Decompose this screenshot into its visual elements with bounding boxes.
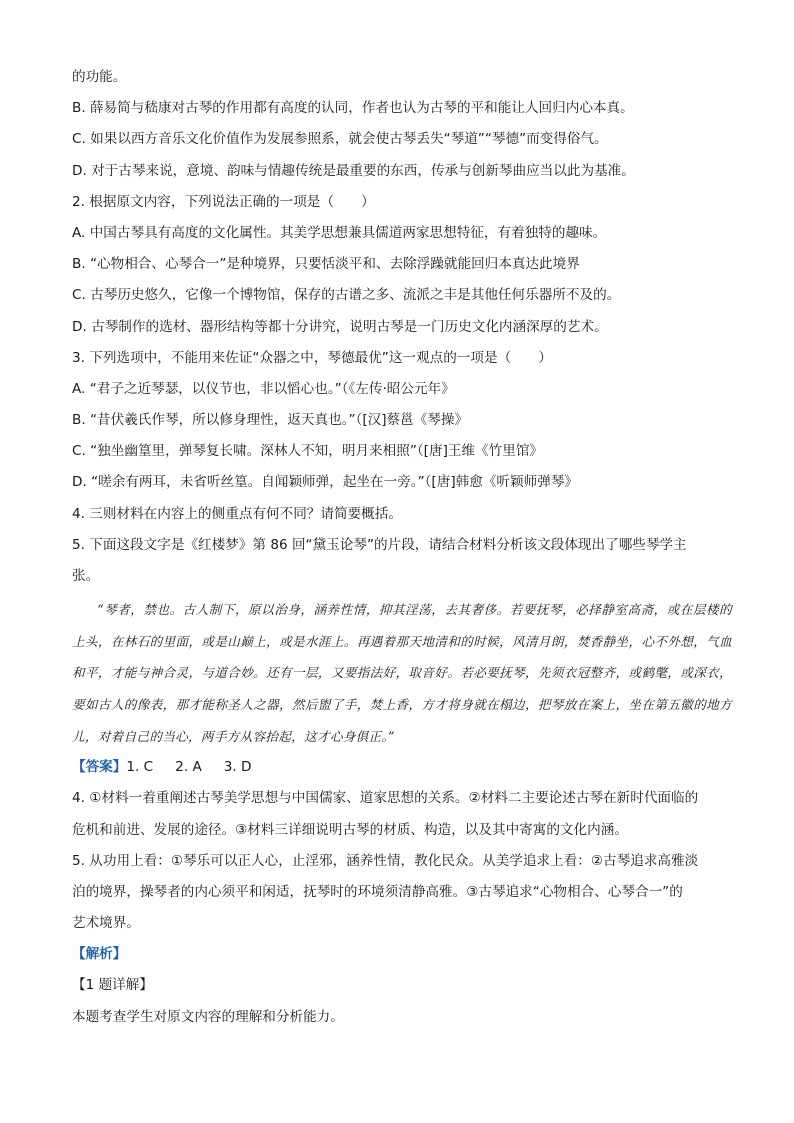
analysis-tag: 【解析】 xyxy=(72,946,127,963)
option-b-line: B. “昔伏羲氏作琴，所以修身理性，返天真也。”（[汉]蔡邕《琴操》 xyxy=(72,412,469,429)
question-5-cont: 张。 xyxy=(72,568,100,584)
answer-4-line: 4. ①材料一着重阐述古琴美学思想与中国儒家、道家思想的关系。②材料二主要论述古琴在新时代面临的 xyxy=(72,790,699,807)
question-4: 4. 三则材料在内容上的侧重点有何不同？请简要概括。 xyxy=(72,505,402,522)
answer-2: 2. A xyxy=(175,759,202,776)
question-2: 2. 根据原文内容，下列说法正确的一项是（ ） xyxy=(72,193,375,210)
option-d-line: D. “嗟余有两耳，未省听丝篁。自闻颖师弹，起坐在一旁。”（[唐]韩愈《听颖师弹琴》 xyxy=(72,474,578,491)
answer-4-line: 危机和前进、发展的途径。③材料三详细说明古琴的材质、构造，以及其中寄寓的文化内涵。 xyxy=(72,821,628,838)
option-c-line: C. “独坐幽篁里，弹琴复长啸。深林人不知，明月来相照”（[唐]王维《竹里馆》 xyxy=(72,443,544,460)
answer-1: 1. C xyxy=(126,759,154,776)
answer-tag: 【答案】 xyxy=(72,759,127,776)
answer-3: 3. D xyxy=(223,759,252,776)
text-line: 的功能。 xyxy=(72,69,127,85)
analysis-text: 本题考查学生对原文内容的理解和分析能力。 xyxy=(72,1008,344,1025)
answer-5-line: 艺术境界。 xyxy=(72,915,140,932)
document-body xyxy=(72,62,732,1033)
option-b-line: B. “心物相合、心琴合一”是种境界，只要恬淡平和、去除浮躁就能回归本真达此境界 xyxy=(72,256,580,273)
answer-row xyxy=(72,752,732,783)
option-d-line: D. 古琴制作的选材、器形结构等都十分讲究，说明古琴是一门历史文化内涵深厚的艺术。 xyxy=(72,318,608,335)
option-a-line: A. “君子之近琴瑟，以仪节也，非以慆心也。”（《左传·昭公元年》 xyxy=(72,380,455,397)
answer-5-line: 泊的境界，操琴者的内心须平和闲适，抚琴时的环境须清静高雅。③古琴追求“心物相合、心琴合一”的 xyxy=(72,883,683,900)
hongloumeng-quote: “琴者，禁也。古人制下，原以治身，涵养性情，抑其淫荡，去其奢侈。若要抚琴，必择静室高斋，或在层楼的上头，在林石的里面，或是山巅上，或是水涯上。再遇着那天地清和的时候，风清月朗，焚香静坐，心不外想，气血和平，才能与神合灵，与道合妙。还有一层，又要指法好，取音好。若必要抚琴，先须衣冠整齐，或鹤氅，或深衣，要如古人的像表，那才能称圣人之器，然后盥了手，焚上香，方才将身就在榻边，把琴放在案上，坐在第五徽的地方儿，对着自己的当心，两手方从容抬起，这才心身俱正。” xyxy=(72,602,732,744)
question-3: 3. 下列选项中，不能用来佐证“众器之中，琴德最优”这一观点的一项是（ ） xyxy=(72,349,552,366)
analysis-subheading: 【1 题详解】 xyxy=(72,977,153,994)
question-5: 5. 下面这段文字是《红楼梦》第 86 回“黛玉论琴”的片段，请结合材料分析该文段体现出了哪些琴学主 xyxy=(72,536,687,553)
option-c-line: C. 古琴历史悠久，它像一个博物馆，保存的古谱之多、流派之丰是其他任何乐器所不及的。 xyxy=(72,287,621,304)
option-d-line: D. 对于古琴来说，意境、韵味与情趣传统是最重要的东西，传承与创新琴曲应当以此为基准。 xyxy=(72,162,635,179)
answer-5-line: 5. 从功用上看：①琴乐可以正人心，止淫邪，涵养性情，教化民众。从美学追求上看：②古琴追求高雅淡 xyxy=(72,852,699,869)
option-c-line: C. 如果以西方音乐文化价值作为发展参照系，就会使古琴丢失“琴道”“琴德”而变得俗气。 xyxy=(72,131,608,148)
option-b-line: B. 薛易简与嵇康对古琴的作用都有高度的认同，作者也认为古琴的平和能让人回归内心本真。 xyxy=(72,100,634,117)
option-a-line: A. 中国古琴具有高度的文化属性。其美学思想兼具儒道两家思想特征，有着独特的趣味。 xyxy=(72,224,607,241)
